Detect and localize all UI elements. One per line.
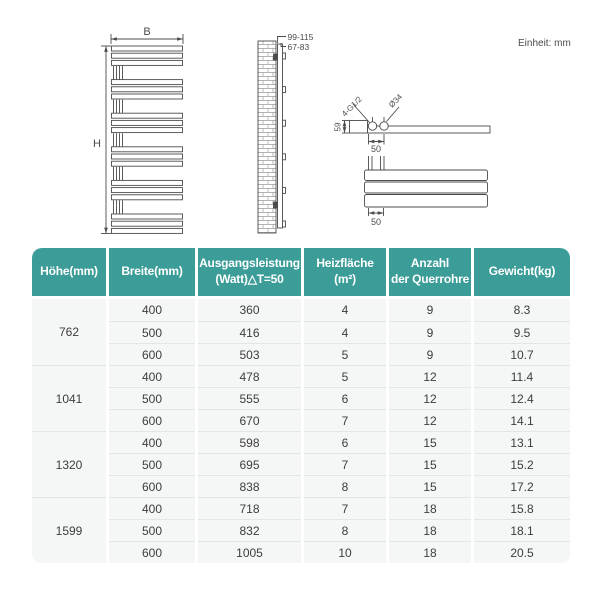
value-cell: 360: [198, 299, 301, 321]
header-line: der Querrohre: [390, 272, 470, 286]
header-line: Anzahl: [410, 256, 450, 271]
value-cell: 500: [109, 321, 195, 343]
top-view-spacing-label: 50: [370, 217, 382, 227]
diameter-label: Ø34: [387, 92, 405, 110]
tube-stubs: [283, 53, 286, 227]
hoehe-cell: 762: [32, 299, 106, 365]
side-distance-label-2: 67-83: [287, 42, 310, 52]
col-header-heizflaeche: [304, 248, 386, 296]
value-cell: 9: [389, 299, 471, 321]
value-cell: 18.1: [474, 519, 570, 541]
value-cell: 12: [389, 387, 471, 409]
value-cell: 4: [304, 321, 386, 343]
value-cell: 416: [198, 321, 301, 343]
value-cell: 7: [304, 453, 386, 475]
value-cell: 7: [304, 409, 386, 431]
value-cell: 12.4: [474, 387, 570, 409]
value-cell: 478: [198, 365, 301, 387]
header-line: Heizfläche: [316, 256, 374, 271]
col-header-hoehe: [32, 248, 106, 296]
value-cell: 6: [304, 431, 386, 453]
col-header-ausgangsleistung: [198, 248, 301, 296]
col-header-anzahl-querrohre: [389, 248, 471, 296]
value-cell: 9.5: [474, 321, 570, 343]
value-cell: 500: [109, 453, 195, 475]
value-cell: 600: [109, 409, 195, 431]
side-distance-label-1: 99-115: [287, 32, 314, 42]
col-header-gewicht: [474, 248, 570, 296]
value-cell: 718: [198, 497, 301, 519]
value-cell: 598: [198, 431, 301, 453]
hoehe-cell: 1041: [32, 365, 106, 431]
unit-note: Einheit: mm: [518, 38, 571, 49]
value-cell: 500: [109, 387, 195, 409]
table-body: [32, 299, 570, 563]
header-line: Höhe(mm): [40, 264, 98, 279]
value-cell: 1005: [198, 541, 301, 563]
value-cell: 600: [109, 475, 195, 497]
header-line: Gewicht(kg): [488, 264, 556, 279]
value-cell: 695: [198, 453, 301, 475]
radiator-profile: [278, 44, 283, 228]
spec-table: [32, 248, 570, 563]
value-cell: 4: [304, 299, 386, 321]
value-cell: 6: [304, 387, 386, 409]
offset-59-label: 59: [333, 122, 343, 132]
value-cell: 11.4: [474, 365, 570, 387]
value-cell: 15: [389, 453, 471, 475]
header-line: (Watt)△T=50: [215, 272, 284, 286]
value-cell: 8.3: [474, 299, 570, 321]
side-view: [258, 37, 286, 234]
value-cell: 600: [109, 343, 195, 365]
value-cell: 18: [389, 541, 471, 563]
value-cell: 15: [389, 475, 471, 497]
value-cell: 555: [198, 387, 301, 409]
col-header-breite: [109, 248, 195, 296]
value-cell: 17.2: [474, 475, 570, 497]
mount-bracket-bottom: [274, 202, 278, 208]
value-cell: 18: [389, 519, 471, 541]
value-cell: 670: [198, 409, 301, 431]
thread-label: 4-G1/2: [340, 94, 364, 119]
value-cell: 832: [198, 519, 301, 541]
value-cell: 15.8: [474, 497, 570, 519]
hoehe-cell: 1320: [32, 431, 106, 497]
value-cell: 15.2: [474, 453, 570, 475]
value-cell: 15: [389, 431, 471, 453]
value-cell: 10: [304, 541, 386, 563]
technical-drawings: [0, 0, 600, 245]
value-cell: 400: [109, 431, 195, 453]
value-cell: 500: [109, 519, 195, 541]
value-cell: 14.1: [474, 409, 570, 431]
value-cell: 600: [109, 541, 195, 563]
header-line: (m²): [334, 272, 356, 286]
value-cell: 20.5: [474, 541, 570, 563]
value-cell: 12: [389, 409, 471, 431]
value-cell: 400: [109, 299, 195, 321]
connection-detail: [342, 104, 490, 145]
table-header-row: [32, 248, 570, 296]
value-cell: 8: [304, 475, 386, 497]
hoehe-cell: 1599: [32, 497, 106, 563]
value-cell: 5: [304, 365, 386, 387]
value-cell: 9: [389, 343, 471, 365]
value-cell: 8: [304, 519, 386, 541]
value-cell: 5: [304, 343, 386, 365]
front-view: [101, 34, 183, 234]
value-cell: 7: [304, 497, 386, 519]
value-cell: 13.1: [474, 431, 570, 453]
top-view: [365, 156, 488, 216]
radiator-tubes-front: [112, 46, 183, 233]
header-line: Ausgangsleistung: [199, 256, 300, 271]
value-cell: 12: [389, 365, 471, 387]
header-line: Breite(mm): [121, 264, 183, 279]
value-cell: 10.7: [474, 343, 570, 365]
front-height-label: H: [93, 138, 101, 150]
front-width-label: B: [143, 26, 151, 38]
value-cell: 503: [198, 343, 301, 365]
value-cell: 838: [198, 475, 301, 497]
value-cell: 400: [109, 497, 195, 519]
mount-bracket-top: [274, 54, 278, 60]
value-cell: 9: [389, 321, 471, 343]
value-cell: 18: [389, 497, 471, 519]
value-cell: 400: [109, 365, 195, 387]
spacing-50-label: 50: [370, 144, 382, 154]
